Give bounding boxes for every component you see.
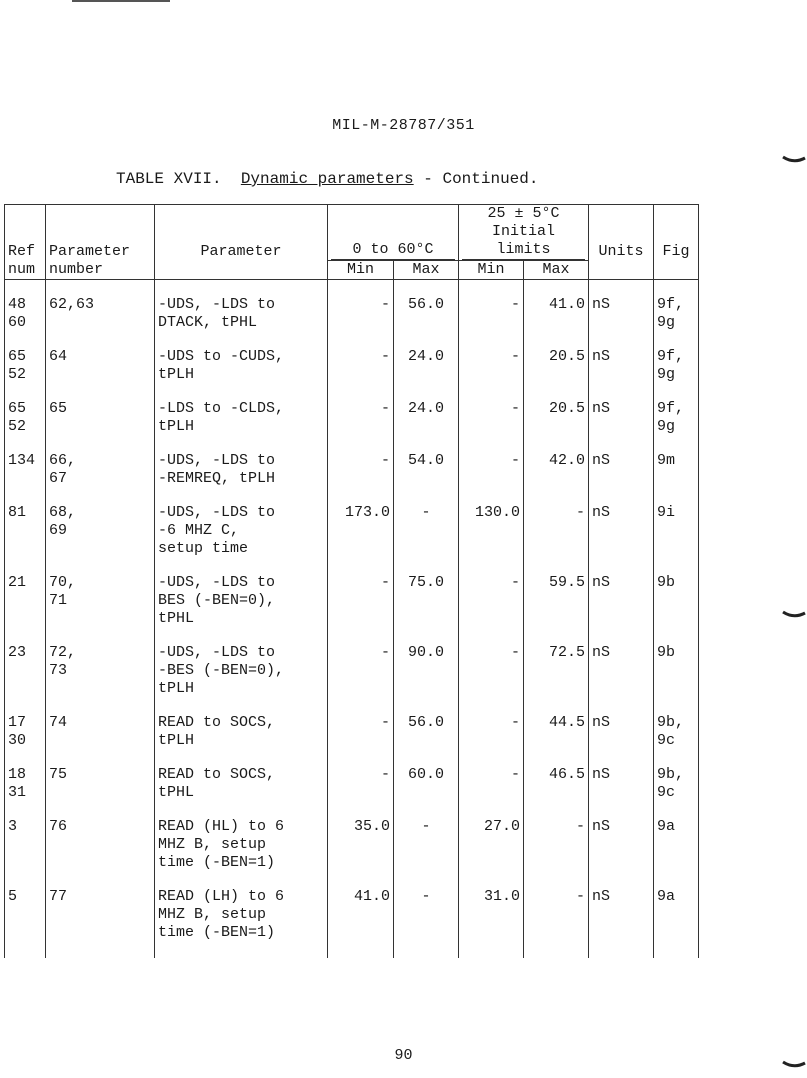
range-b-min-cell-line: 31.0 (484, 888, 521, 905)
fig-cell (654, 802, 699, 872)
range-b-min-cell (459, 698, 524, 750)
range-b-max-cell-line: 46.5 (549, 766, 586, 783)
range-a-min-cell (328, 332, 394, 384)
parameter-cell (155, 628, 328, 698)
range-a-max-cell-line: 60.0 (408, 766, 445, 783)
range-b-min-cell (459, 488, 524, 558)
parameter-cell-line: -REMREQ, tPLH (158, 470, 276, 487)
parameter-cell-line: DTACK, tPHL (158, 314, 258, 331)
param-number-cell (46, 750, 155, 802)
group-b-line3: limits (462, 241, 585, 260)
range-b-max-cell (524, 488, 589, 558)
units-cell-line: nS (592, 644, 611, 661)
parameter-cell-line: -UDS, -LDS to (158, 296, 276, 313)
range-a-max-cell-line: - (421, 888, 431, 905)
fig-cell (654, 750, 699, 802)
units-cell (589, 332, 654, 384)
group-b-min-header: Min (459, 261, 524, 280)
range-b-min-cell-line: - (511, 714, 521, 731)
table-row (5, 436, 699, 488)
range-b-min-cell-line: - (511, 644, 521, 661)
param-number-cell-line: 65 (49, 400, 68, 417)
caption-prefix: TABLE XVII. (116, 170, 222, 188)
range-b-max-cell (524, 628, 589, 698)
parameter-cell-line: -UDS, -LDS to (158, 644, 276, 661)
fig-cell-line: 9b, (657, 714, 685, 731)
fig-cell (654, 332, 699, 384)
range-b-max-cell-line: - (576, 888, 586, 905)
param-number-cell-line: 71 (49, 592, 68, 609)
ref-num-cell (5, 872, 46, 958)
range-a-min-cell (328, 872, 394, 958)
range-b-min-cell (459, 558, 524, 628)
param-number-cell-line: 77 (49, 888, 68, 905)
fig-header: Fig (654, 205, 699, 261)
parameter-cell-line: -BES (-BEN=0), (158, 662, 285, 679)
range-b-max-cell (524, 698, 589, 750)
table-row (5, 280, 699, 333)
table-caption (116, 170, 538, 188)
units-cell-line: nS (592, 504, 611, 521)
page-number: 90 (394, 1047, 413, 1064)
range-a-max-cell-line: 54.0 (408, 452, 445, 469)
table-row (5, 698, 699, 750)
table-row (5, 332, 699, 384)
margin-tick-mark (782, 1060, 806, 1070)
range-a-max-cell (394, 628, 459, 698)
range-a-max-cell (394, 384, 459, 436)
param-number-cell-line: 69 (49, 522, 68, 539)
param-number-cell (46, 872, 155, 958)
units-cell (589, 802, 654, 872)
ref-num-cell (5, 384, 46, 436)
caption-title: Dynamic parameters (240, 170, 414, 188)
range-b-max-cell-line: 20.5 (549, 348, 586, 365)
fig-cell (654, 436, 699, 488)
ref-num-cell (5, 558, 46, 628)
parameter-cell-line: time (-BEN=1) (158, 854, 276, 871)
param-number-cell-line: 70, (49, 574, 77, 591)
parameter-cell (155, 436, 328, 488)
range-a-max-cell-line: 24.0 (408, 348, 445, 365)
range-b-max-cell (524, 872, 589, 958)
parameter-cell (155, 280, 328, 333)
units-cell-line: nS (592, 888, 611, 905)
fig-cell-line: 9g (657, 366, 676, 383)
ref-num-cell-line: 65 (8, 400, 27, 417)
param-number-cell (46, 698, 155, 750)
fig-cell-line: 9f, (657, 296, 685, 313)
range-a-max-cell (394, 872, 459, 958)
subheader-row (5, 261, 699, 280)
range-a-max-cell (394, 698, 459, 750)
range-a-min-cell-line: - (380, 644, 390, 661)
range-a-max-cell (394, 436, 459, 488)
range-b-min-cell (459, 628, 524, 698)
table-row (5, 750, 699, 802)
fig-cell-line: 9g (657, 418, 676, 435)
range-a-max-cell (394, 750, 459, 802)
ref-num-cell-line: 52 (8, 366, 27, 383)
table-row (5, 488, 699, 558)
range-b-max-cell (524, 558, 589, 628)
range-a-max-cell (394, 558, 459, 628)
table-row (5, 802, 699, 872)
fig-cell (654, 558, 699, 628)
param-number-cell-line: 68, (49, 504, 77, 521)
range-a-min-cell (328, 558, 394, 628)
parameter-cell-line: -LDS to -CLDS, (158, 400, 285, 417)
caption-suffix: - Continued. (423, 170, 539, 188)
range-b-max-cell-line: 41.0 (549, 296, 586, 313)
parameter-cell (155, 872, 328, 958)
parameter-cell-line: -UDS, -LDS to (158, 452, 276, 469)
range-b-min-cell (459, 802, 524, 872)
range-a-min-cell (328, 384, 394, 436)
param-number-cell (46, 280, 155, 333)
range-a-max-cell-line: 75.0 (408, 574, 445, 591)
fig-cell-line: 9a (657, 818, 676, 835)
units-cell (589, 488, 654, 558)
parameter-cell-line: READ (HL) to 6 (158, 818, 285, 835)
fig-cell-line: 9a (657, 888, 676, 905)
param-number-cell-line: 76 (49, 818, 68, 835)
range-a-min-cell (328, 698, 394, 750)
units-cell-line: nS (592, 714, 611, 731)
top-rule (72, 0, 170, 2)
range-b-max-cell (524, 384, 589, 436)
range-b-max-cell (524, 280, 589, 333)
parameter-cell-line: READ (LH) to 6 (158, 888, 285, 905)
range-b-min-cell-line: - (511, 296, 521, 313)
param-number-subheader: number (46, 261, 155, 280)
units-cell-line: nS (592, 818, 611, 835)
range-a-max-cell-line: 90.0 (408, 644, 445, 661)
fig-cell-line: 9i (657, 504, 676, 521)
param-number-cell (46, 332, 155, 384)
range-a-min-cell-line: - (380, 574, 390, 591)
fig-subheader (654, 261, 699, 280)
ref-num-cell-line: 23 (8, 644, 27, 661)
range-a-min-cell (328, 436, 394, 488)
parameter-cell (155, 802, 328, 872)
fig-cell-line: 9b, (657, 766, 685, 783)
fig-cell-line: 9c (657, 784, 676, 801)
range-a-min-cell (328, 802, 394, 872)
param-number-cell-line: 75 (49, 766, 68, 783)
ref-num-cell (5, 332, 46, 384)
parameter-cell-line: -6 MHZ C, (158, 522, 240, 539)
range-a-min-cell (328, 750, 394, 802)
fig-cell-line: 9m (657, 452, 676, 469)
param-number-cell (46, 436, 155, 488)
param-number-cell-line: 66, (49, 452, 77, 469)
units-subheader (589, 261, 654, 280)
range-b-max-cell-line: - (576, 504, 586, 521)
ref-num-cell-line: 134 (8, 452, 36, 469)
range-a-max-cell-line: - (421, 504, 431, 521)
units-cell-line: nS (592, 574, 611, 591)
range-b-max-cell-line: 72.5 (549, 644, 586, 661)
parameter-cell-line: -UDS, -LDS to (158, 504, 276, 521)
param-number-cell (46, 558, 155, 628)
parameter-cell-line: tPLH (158, 732, 195, 749)
range-a-min-cell (328, 628, 394, 698)
fig-cell-line: 9c (657, 732, 676, 749)
range-b-max-cell-line: 44.5 (549, 714, 586, 731)
parameter-cell-line: tPLH (158, 418, 195, 435)
range-a-min-cell-line: - (380, 296, 390, 313)
ref-num-cell-line: 30 (8, 732, 27, 749)
range-a-min-cell-line: - (380, 400, 390, 417)
units-cell (589, 558, 654, 628)
units-cell (589, 750, 654, 802)
param-number-cell (46, 384, 155, 436)
range-a-min-cell-line: - (380, 714, 390, 731)
range-a-min-cell-line: 41.0 (353, 888, 390, 905)
parameter-cell-line: tPHL (158, 610, 195, 627)
fig-cell (654, 628, 699, 698)
document-id: MIL-M-28787/351 (332, 117, 475, 134)
range-a-min-cell (328, 488, 394, 558)
units-cell (589, 280, 654, 333)
parameter-cell-line: BES (-BEN=0), (158, 592, 276, 609)
units-cell-line: nS (592, 400, 611, 417)
param-number-header: Parameter (46, 205, 155, 261)
units-cell (589, 872, 654, 958)
range-b-max-cell-line: 20.5 (549, 400, 586, 417)
parameter-cell (155, 384, 328, 436)
parameter-cell-line: MHZ B, setup (158, 906, 267, 923)
range-b-min-cell (459, 332, 524, 384)
ref-num-cell-line: 3 (8, 818, 18, 835)
units-cell (589, 698, 654, 750)
units-cell-line: nS (592, 348, 611, 365)
ref-num-cell-line: 18 (8, 766, 27, 783)
range-a-min-cell-line: - (380, 766, 390, 783)
range-b-min-cell-line: - (511, 574, 521, 591)
group-b-max-header: Max (524, 261, 589, 280)
table-row (5, 872, 699, 958)
range-b-min-cell-line: - (511, 452, 521, 469)
ref-num-cell-line: 52 (8, 418, 27, 435)
units-cell-line: nS (592, 452, 611, 469)
range-a-min-cell-line: - (380, 348, 390, 365)
range-b-max-cell-line: - (576, 818, 586, 835)
range-b-max-cell (524, 750, 589, 802)
range-a-min-cell-line: 35.0 (353, 818, 390, 835)
range-a-min-cell-line: - (380, 452, 390, 469)
range-b-min-cell-line: - (511, 400, 521, 417)
fig-cell (654, 280, 699, 333)
param-number-cell (46, 488, 155, 558)
range-a-max-cell (394, 280, 459, 333)
range-b-min-cell (459, 436, 524, 488)
ref-num-cell-line: 65 (8, 348, 27, 365)
parameter-cell (155, 698, 328, 750)
range-a-max-cell-line: 24.0 (408, 400, 445, 417)
fig-cell (654, 698, 699, 750)
range-b-min-cell-line: - (511, 766, 521, 783)
ref-num-cell-line: 31 (8, 784, 27, 801)
ref-num-cell-line: 60 (8, 314, 27, 331)
range-a-max-cell-line: - (421, 818, 431, 835)
param-number-cell-line: 64 (49, 348, 68, 365)
range-b-min-cell (459, 750, 524, 802)
table-row (5, 384, 699, 436)
range-a-min-cell (328, 280, 394, 333)
group-b-line1: 25 ± 5°C (487, 205, 560, 222)
ref-num-cell (5, 488, 46, 558)
parameter-cell (155, 750, 328, 802)
param-number-cell-line: 74 (49, 714, 68, 731)
parameter-header: Parameter (155, 205, 328, 261)
range-b-max-cell (524, 332, 589, 384)
fig-cell-line: 9b (657, 644, 676, 661)
units-cell (589, 384, 654, 436)
fig-cell-line: 9f, (657, 400, 685, 417)
fig-cell (654, 384, 699, 436)
range-b-min-cell-line: - (511, 348, 521, 365)
parameter-cell-line: READ to SOCS, (158, 766, 276, 783)
units-cell-line: nS (592, 296, 611, 313)
ref-header: Ref (5, 205, 46, 261)
ref-num-cell-line: 5 (8, 888, 18, 905)
ref-num-cell-line: 48 (8, 296, 27, 313)
parameter-cell-line: time (-BEN=1) (158, 924, 276, 941)
parameter-subheader (155, 261, 328, 280)
parameter-cell-line: tPHL (158, 784, 195, 801)
ref-num-cell (5, 750, 46, 802)
range-b-max-cell (524, 802, 589, 872)
range-b-max-cell (524, 436, 589, 488)
range-a-max-cell (394, 488, 459, 558)
range-a-max-cell (394, 802, 459, 872)
dynamic-parameters-table (4, 204, 699, 958)
fig-cell-line: 9g (657, 314, 676, 331)
table-row (5, 558, 699, 628)
range-b-max-cell-line: 59.5 (549, 574, 586, 591)
param-number-cell-line: 62,63 (49, 296, 95, 313)
parameter-cell-line: READ to SOCS, (158, 714, 276, 731)
range-b-min-cell (459, 384, 524, 436)
parameter-cell-line: tPLH (158, 366, 195, 383)
units-header: Units (589, 205, 654, 261)
range-a-min-cell-line: 173.0 (344, 504, 390, 521)
param-number-cell-line: 72, (49, 644, 77, 661)
margin-tick-mark (782, 155, 806, 165)
ref-num-cell (5, 436, 46, 488)
ref-num-cell (5, 698, 46, 750)
group-b-line2: Initial (492, 223, 556, 240)
ref-num-cell (5, 628, 46, 698)
parameter-cell-line: -UDS to -CUDS, (158, 348, 285, 365)
ref-subheader: num (5, 261, 46, 280)
ref-num-cell (5, 280, 46, 333)
fig-cell (654, 488, 699, 558)
fig-cell-line: 9b (657, 574, 676, 591)
parameter-cell (155, 332, 328, 384)
fig-cell-line: 9f, (657, 348, 685, 365)
units-cell (589, 628, 654, 698)
header-row (5, 205, 699, 261)
range-b-min-cell-line: 130.0 (475, 504, 521, 521)
group-a-max-header: Max (394, 261, 459, 280)
parameter-cell (155, 558, 328, 628)
range-b-min-cell (459, 872, 524, 958)
parameter-cell-line: MHZ B, setup (158, 836, 267, 853)
param-number-cell (46, 628, 155, 698)
parameter-cell (155, 488, 328, 558)
units-cell (589, 436, 654, 488)
param-number-cell (46, 802, 155, 872)
group-a-min-header: Min (328, 261, 394, 280)
parameter-cell-line: tPLH (158, 680, 195, 697)
param-number-cell-line: 67 (49, 470, 68, 487)
group-a-header: 0 to 60°C (328, 205, 459, 261)
range-b-max-cell-line: 42.0 (549, 452, 586, 469)
units-cell-line: nS (592, 766, 611, 783)
ref-num-cell-line: 17 (8, 714, 27, 731)
range-a-max-cell (394, 332, 459, 384)
group-b-header (459, 205, 589, 261)
table-row (5, 628, 699, 698)
parameter-cell-line: setup time (158, 540, 249, 557)
range-a-max-cell-line: 56.0 (408, 296, 445, 313)
parameter-cell-line: -UDS, -LDS to (158, 574, 276, 591)
range-b-min-cell-line: 27.0 (484, 818, 521, 835)
ref-num-cell (5, 802, 46, 872)
param-number-cell-line: 73 (49, 662, 68, 679)
margin-tick-mark (782, 610, 806, 620)
ref-num-cell-line: 81 (8, 504, 27, 521)
range-b-min-cell (459, 280, 524, 333)
fig-cell (654, 872, 699, 958)
ref-num-cell-line: 21 (8, 574, 27, 591)
range-a-max-cell-line: 56.0 (408, 714, 445, 731)
